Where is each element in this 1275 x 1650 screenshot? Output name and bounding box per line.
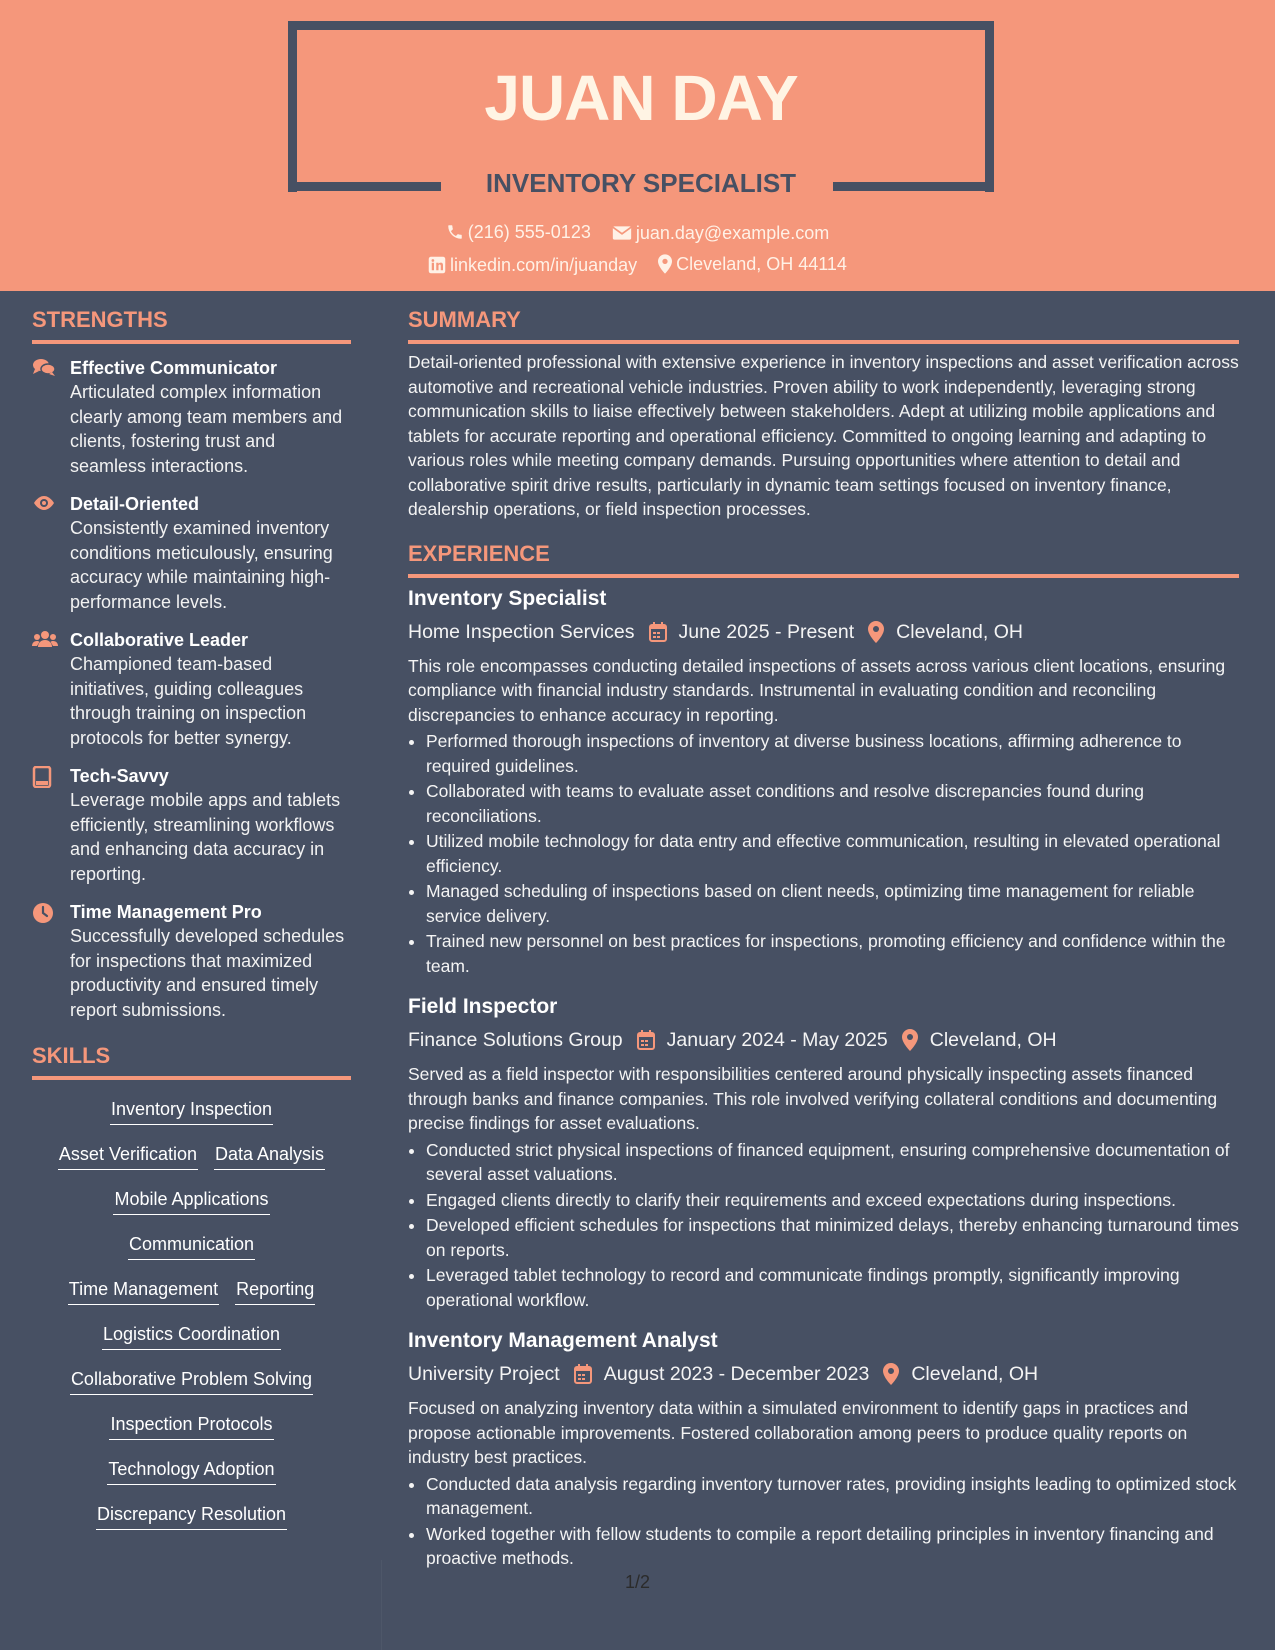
candidate-title: INVENTORY SPECIALIST bbox=[485, 168, 797, 198]
job-bullet: • Conducted strict physical inspections of financed equipment, ensuring comprehensive documentation of several asset valuations. bbox=[426, 1138, 1239, 1187]
job-meta bbox=[408, 616, 1239, 648]
job-title: Field Inspector bbox=[408, 995, 558, 1018]
job-bullet: • Worked together with fellow students to compile a report detailing principles in inventory financing and proactive methods. bbox=[426, 1522, 1239, 1571]
strength-description: Leverage mobile apps and tablets efficiently, streamlining workflows and enhancing data accuracy in reporting. bbox=[70, 790, 341, 884]
experience-heading: EXPERIENCE bbox=[408, 534, 1239, 578]
skill-tag: Logistics Coordination bbox=[102, 1322, 281, 1350]
calendar-icon bbox=[649, 622, 667, 642]
strength-title: Detail-Oriented bbox=[70, 494, 200, 514]
strength-item bbox=[32, 764, 351, 886]
strength-item bbox=[32, 900, 351, 1022]
job-bullets bbox=[408, 1138, 1239, 1313]
page-number: 1/2 bbox=[624, 1572, 651, 1592]
skill-tag: Reporting bbox=[235, 1277, 315, 1305]
strength-title: Tech-Savvy bbox=[70, 766, 169, 786]
strengths-heading: STRENGTHS bbox=[32, 300, 351, 344]
envelope-icon bbox=[612, 225, 632, 241]
skill-tag: Asset Verification bbox=[58, 1142, 198, 1170]
job-description: Focused on analyzing inventory data within a simulated environment to identify gaps in practices and propose actionable improvements. Fostered collaboration among peers to produce quality reports on industry best practices. bbox=[408, 1398, 1189, 1467]
strength-title: Effective Communicator bbox=[70, 358, 278, 378]
job-location: Cleveland, OH bbox=[929, 1029, 1057, 1051]
skill-tag: Collaborative Problem Solving bbox=[70, 1367, 313, 1395]
clock-icon bbox=[32, 902, 54, 924]
skill-tag: Inspection Protocols bbox=[109, 1412, 273, 1440]
resume-header bbox=[0, 0, 1275, 291]
job-entry bbox=[408, 1324, 1239, 1571]
job-dates: June 2025 - Present bbox=[678, 620, 855, 643]
job-bullet: • Utilized mobile technology for data entry and effective communication, resulting in elevated operational efficiency. bbox=[426, 829, 1239, 878]
job-bullet: • Performed thorough inspections of inventory at diverse business locations, affirming adherence to required guidelines. bbox=[426, 729, 1239, 778]
strength-description: Consistently examined inventory conditions meticulously, ensuring accuracy while maintaining high-performance levels. bbox=[70, 518, 333, 612]
job-bullet: • Trained new personnel on best practices for inspections, promoting efficiency and confidence within the team. bbox=[426, 929, 1239, 978]
map-marker-icon bbox=[883, 1363, 899, 1385]
location-text: Cleveland, OH 44114 bbox=[676, 254, 847, 274]
job-description: This role encompasses conducting detailed inspections of assets across various client locations, ensuring compliance with financial industry standards. Instrumental in evaluating condition and reconciling discrepancies to enhance accuracy in reporting. bbox=[408, 655, 1226, 725]
job-bullet: • Collaborated with teams to evaluate asset conditions and resolve discrepancies found during reconciliations. bbox=[426, 779, 1239, 828]
comments-icon bbox=[32, 358, 56, 378]
linkedin-text: linkedin.com/in/juanday bbox=[450, 255, 638, 275]
job-company: Finance Solutions Group bbox=[408, 1029, 623, 1051]
right-column bbox=[408, 300, 1239, 1572]
job-meta bbox=[408, 1358, 1239, 1390]
phone-icon bbox=[446, 223, 464, 241]
job-entry bbox=[408, 990, 1239, 1312]
eye-icon bbox=[32, 494, 56, 512]
map-marker-icon bbox=[868, 621, 884, 643]
strength-description: Championed team-based initiatives, guiding colleagues through training on inspection protocols for better synergy. bbox=[70, 654, 307, 748]
contact-linkedin[interactable] bbox=[428, 253, 637, 277]
strength-title: Time Management Pro bbox=[70, 902, 262, 922]
skill-tag: Mobile Applications bbox=[113, 1187, 269, 1215]
job-location: Cleveland, OH bbox=[911, 1363, 1039, 1385]
phone-text: (216) 555-0123 bbox=[467, 222, 591, 242]
tablet-icon bbox=[32, 766, 52, 788]
job-dates: August 2023 - December 2023 bbox=[603, 1363, 870, 1385]
skills-list bbox=[32, 1090, 351, 1540]
skill-tag: Communication bbox=[128, 1232, 255, 1260]
strength-title: Collaborative Leader bbox=[70, 630, 249, 650]
strength-item bbox=[32, 356, 351, 478]
calendar-icon bbox=[574, 1364, 592, 1384]
summary-heading: SUMMARY bbox=[408, 300, 1239, 344]
skill-tag: Inventory Inspection bbox=[110, 1097, 273, 1125]
strengths-list bbox=[32, 356, 351, 1022]
skill-tag: Discrepancy Resolution bbox=[96, 1502, 287, 1530]
job-location: Cleveland, OH bbox=[896, 620, 1023, 643]
calendar-icon bbox=[637, 1030, 655, 1050]
job-description: Served as a field inspector with responsibilities centered around physically inspecting assets financed through banks and finance companies. This role involved verifying collateral conditions and documenting precise findings for asset evaluations. bbox=[408, 1064, 1218, 1133]
skill-tag: Data Analysis bbox=[214, 1142, 325, 1170]
job-dates: January 2024 - May 2025 bbox=[666, 1029, 888, 1051]
map-marker-icon bbox=[658, 254, 672, 274]
job-company: Home Inspection Services bbox=[408, 620, 635, 643]
job-bullet: • Conducted data analysis regarding inventory turnover rates, providing insights leading to optimized stock management. bbox=[426, 1472, 1239, 1521]
strength-item bbox=[32, 628, 351, 750]
map-marker-icon bbox=[902, 1029, 918, 1051]
job-company: University Project bbox=[408, 1363, 560, 1385]
skill-tag: Time Management bbox=[68, 1277, 219, 1305]
left-column bbox=[32, 300, 351, 1540]
job-bullets bbox=[408, 1472, 1239, 1571]
job-meta bbox=[408, 1024, 1239, 1056]
contact-row-secondary bbox=[0, 252, 1275, 280]
job-bullet: • Managed scheduling of inspections based on client needs, optimizing time management for reliable service delivery. bbox=[426, 879, 1239, 928]
users-icon bbox=[32, 630, 58, 648]
contact-email[interactable] bbox=[612, 221, 829, 245]
job-bullet: • Engaged clients directly to clarify their requirements and exceed expectations during inspections. bbox=[426, 1188, 1239, 1213]
job-bullet: • Developed efficient schedules for inspections that minimized delays, thereby enhancing turnaround times on reports. bbox=[426, 1213, 1239, 1262]
summary-text: Detail-oriented professional with extensive experience in inventory inspections and asset verification across automotive and recreational vehicle industries. Proven ability to work independently, leveraging strong communication skills to liaise effectively between stakeholders. Adept at utilizing mobile applications and tablets for accurate reporting and operational efficiency. Committed to ongoing learning and adapting to various roles while meeting company demands. Pursuing opportunities where attention to detail and collaborative spirit drive results, particularly in dynamic team settings focused on inventory finance, dealership operations, or field inspection processes. bbox=[408, 352, 1239, 519]
email-text: juan.day@example.com bbox=[635, 223, 830, 243]
job-entry bbox=[408, 582, 1239, 979]
job-bullet: • Leveraged tablet technology to record and communicate findings promptly, significantly improving operational workflow. bbox=[426, 1263, 1239, 1312]
skills-heading: SKILLS bbox=[32, 1036, 351, 1080]
skill-tag: Technology Adoption bbox=[107, 1457, 275, 1485]
job-title: Inventory Specialist bbox=[408, 586, 607, 610]
contact-location bbox=[658, 252, 847, 276]
job-title: Inventory Management Analyst bbox=[408, 1329, 718, 1352]
strength-item bbox=[32, 492, 351, 614]
strength-description: Successfully developed schedules for inspections that maximized productivity and ensured timely report submissions. bbox=[70, 926, 345, 1020]
contact-phone[interactable] bbox=[446, 220, 591, 244]
candidate-name: JUAN DAY bbox=[484, 62, 798, 134]
linkedin-icon bbox=[428, 256, 446, 274]
contact-row-primary bbox=[0, 220, 1275, 247]
strength-description: Articulated complex information clearly among team members and clients, fostering trust and seamless interactions. bbox=[70, 382, 343, 476]
job-bullets bbox=[408, 729, 1239, 978]
